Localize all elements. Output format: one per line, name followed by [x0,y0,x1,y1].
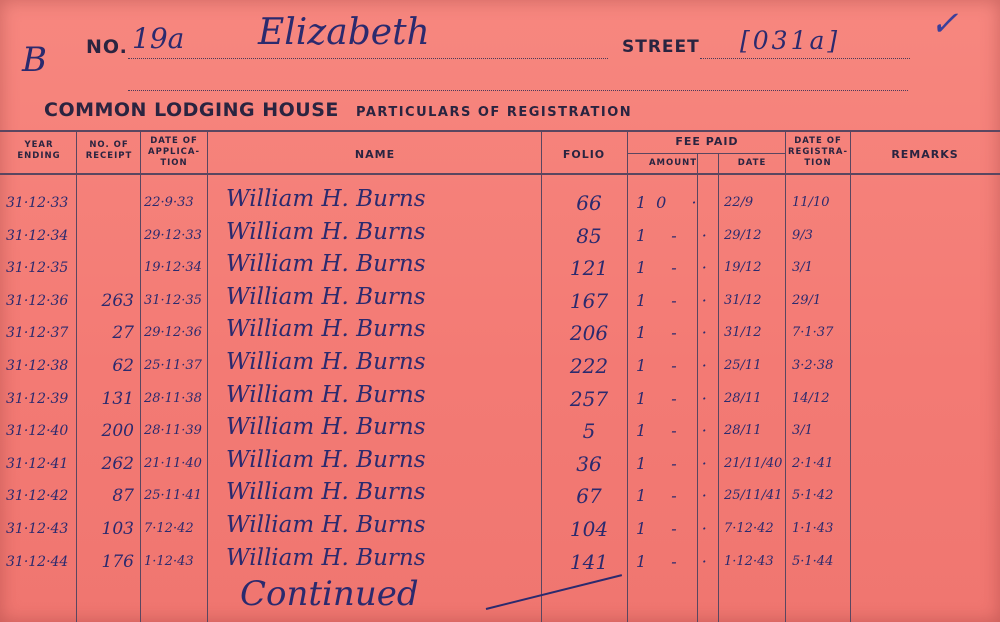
cell-date: 25/11/41 [724,488,783,503]
cell-folio: 167 [569,289,609,313]
header-registration-date: DATE OF REGISTRA- TION [787,136,849,168]
cell-year: 31·12·42 [6,488,69,504]
cell-date: 21/11/40 [724,456,783,471]
cell-date: 25/11 [724,358,762,373]
cell-registration: 9/3 [792,228,813,243]
cell-amount: 1 - · [636,486,717,505]
cell-name: William H. Burns [226,447,426,473]
cell-receipt: 103 [101,519,134,539]
header-receipt: NO. OF RECEIPT [85,140,133,161]
cell-folio: 67 [576,484,602,508]
cell-registration: 7·1·37 [792,325,834,340]
cell-name: William H. Burns [226,382,426,408]
cell-folio: 5 [582,419,596,443]
header-folio: FOLIO [562,148,606,161]
cell-year: 31·12·36 [6,293,69,309]
cell-date: 19/12 [724,260,762,275]
cell-folio: 141 [569,550,609,574]
header-application-date: DATE OF APPLICA- TION [148,136,200,168]
cell-date: 22/9 [724,195,754,210]
cell-application: 25·11·41 [144,488,202,503]
cell-year: 31·12·35 [6,260,69,276]
cell-date: 31/12 [724,325,762,340]
continued-note: Continued [240,574,419,614]
cell-registration: 11/10 [792,195,830,210]
cell-amount: 1 - · [636,552,717,571]
cell-folio: 121 [569,256,609,280]
cell-folio: 104 [569,517,609,541]
cell-year: 31·12·34 [6,228,69,244]
cell-application: 21·11·40 [144,456,202,471]
cell-amount: 1 - · [636,421,717,440]
cell-application: 25·11·37 [144,358,202,373]
cell-name: William H. Burns [226,512,426,538]
cell-date: 31/12 [724,293,762,308]
cell-date: 28/11 [724,391,762,406]
cell-application: 22·9·33 [144,195,194,210]
cell-registration: 3/1 [792,423,813,438]
cell-year: 31·12·43 [6,521,69,537]
page-title: COMMON LODGING HOUSE [44,99,339,121]
cell-amount: 1 - · [636,258,717,277]
cell-year: 31·12·37 [6,325,69,341]
cell-registration: 2·1·41 [792,456,834,471]
cell-registration: 29/1 [792,293,822,308]
corner-mark: B [22,40,47,80]
page-subtitle: PARTICULARS OF REGISTRATION [356,105,633,120]
cell-application: 29·12·33 [144,228,202,243]
cell-folio: 206 [569,321,609,345]
cell-amount: 1 - · [636,226,717,245]
cell-year: 31·12·38 [6,358,69,374]
cell-registration: 14/12 [792,391,830,406]
cell-year: 31·12·39 [6,391,69,407]
cell-amount: 1 - · [636,323,717,342]
header-year-ending: YEAR ENDING [17,140,61,161]
cell-receipt: 263 [101,291,134,311]
header-fee-paid: FEE PAID [675,135,739,148]
cell-name: William H. Burns [226,545,426,571]
cell-registration: 1·1·43 [792,521,834,536]
cell-receipt: 62 [112,356,134,376]
cell-receipt: 176 [101,552,134,572]
street-code: [031a] [740,26,841,55]
cell-application: 1·12·43 [144,554,194,569]
cell-amount: 1 - · [636,356,717,375]
cell-name: William H. Burns [226,414,426,440]
cell-amount: 1 - · [636,519,717,538]
cell-registration: 3/1 [792,260,813,275]
cell-amount: 1 - · [636,454,717,473]
cell-application: 7·12·42 [144,521,194,536]
cell-year: 31·12·40 [6,423,69,439]
header-date: DATE [737,158,767,168]
cell-amount: 10 · [636,193,707,212]
cell-receipt: 262 [101,454,134,474]
cell-folio: 66 [576,191,602,215]
cell-name: William H. Burns [226,349,426,375]
check-mark-icon: ✓ [930,4,959,44]
cell-application: 28·11·38 [144,391,202,406]
header-amount: AMOUNT [648,158,698,168]
cell-application: 31·12·35 [144,293,202,308]
cell-name: William H. Burns [226,284,426,310]
cell-folio: 85 [576,224,602,248]
street-name: Elizabeth [258,12,430,53]
cell-receipt: 131 [101,389,134,409]
cell-folio: 257 [569,387,609,411]
cell-application: 28·11·39 [144,423,202,438]
cell-registration: 5·1·44 [792,554,834,569]
cell-folio: 36 [576,452,602,476]
header-remarks: REMARKS [891,148,959,161]
cell-name: William H. Burns [226,479,426,505]
cell-date: 28/11 [724,423,762,438]
cell-amount: 1 - · [636,291,717,310]
cell-year: 31·12·44 [6,554,69,570]
cell-name: William H. Burns [226,251,426,277]
cell-name: William H. Burns [226,219,426,245]
cell-year: 31·12·41 [6,456,69,472]
continued-stroke [486,574,622,610]
cell-application: 29·12·36 [144,325,202,340]
number-value: 19a [132,22,185,55]
cell-amount: 1 - · [636,389,717,408]
cell-registration: 5·1·42 [792,488,834,503]
cell-name: William H. Burns [226,316,426,342]
number-label: NO. [86,36,128,58]
cell-name: William H. Burns [226,186,426,212]
street-label: STREET [622,37,700,57]
cell-folio: 222 [569,354,609,378]
cell-registration: 3·2·38 [792,358,834,373]
header-name: NAME [354,148,396,161]
cell-date: 1·12·43 [724,554,774,569]
cell-date: 29/12 [724,228,762,243]
cell-receipt: 87 [112,486,134,506]
cell-application: 19·12·34 [144,260,202,275]
cell-receipt: 200 [101,421,134,441]
cell-date: 7·12·42 [724,521,774,536]
cell-year: 31·12·33 [6,195,69,211]
cell-receipt: 27 [112,323,134,343]
